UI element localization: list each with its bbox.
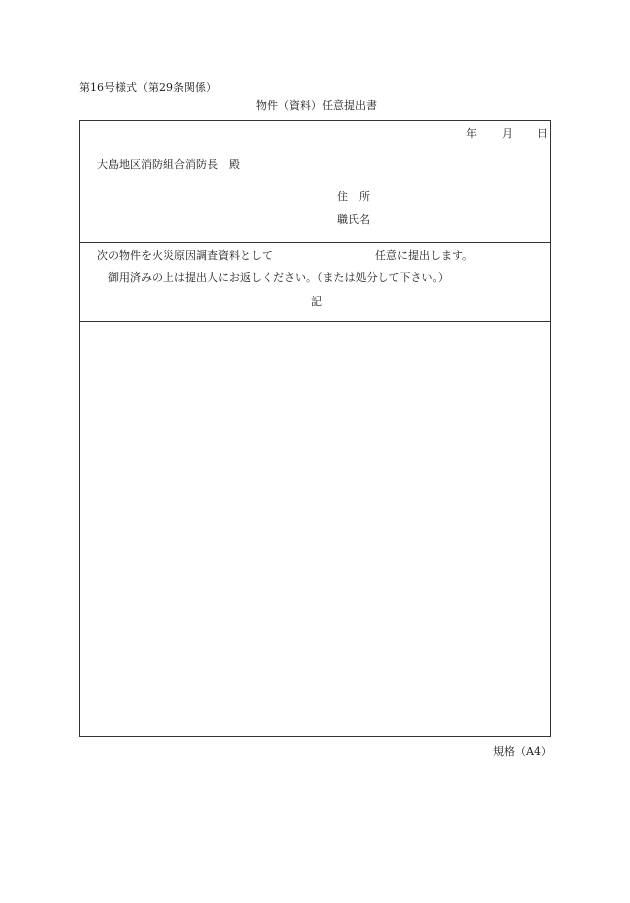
- section-divider: [80, 321, 550, 322]
- section-divider: [80, 242, 550, 243]
- paper-spec-label: 規格（A4）: [493, 745, 552, 758]
- statement-text-continued: 任意に提出します。: [375, 249, 474, 262]
- form-title: 物件（資料）任意提出書: [256, 99, 377, 112]
- statement-text: 次の物件を火災原因調査資料として: [97, 249, 273, 262]
- ki-label: 記: [311, 295, 322, 308]
- address-label: 住 所: [337, 190, 370, 203]
- addressee: 大島地区消防組合消防長 殿: [97, 158, 240, 171]
- form-number: 第16号様式（第29条関係）: [79, 81, 217, 94]
- form-box: [79, 120, 551, 737]
- return-instruction: 御用済みの上は提出人にお返しください。（または処分して下さい。）: [108, 271, 449, 284]
- date-year-label: 年: [466, 127, 477, 140]
- name-label: 職氏名: [337, 213, 370, 226]
- date-month-label: 月: [502, 127, 513, 140]
- date-day-label: 日: [537, 127, 548, 140]
